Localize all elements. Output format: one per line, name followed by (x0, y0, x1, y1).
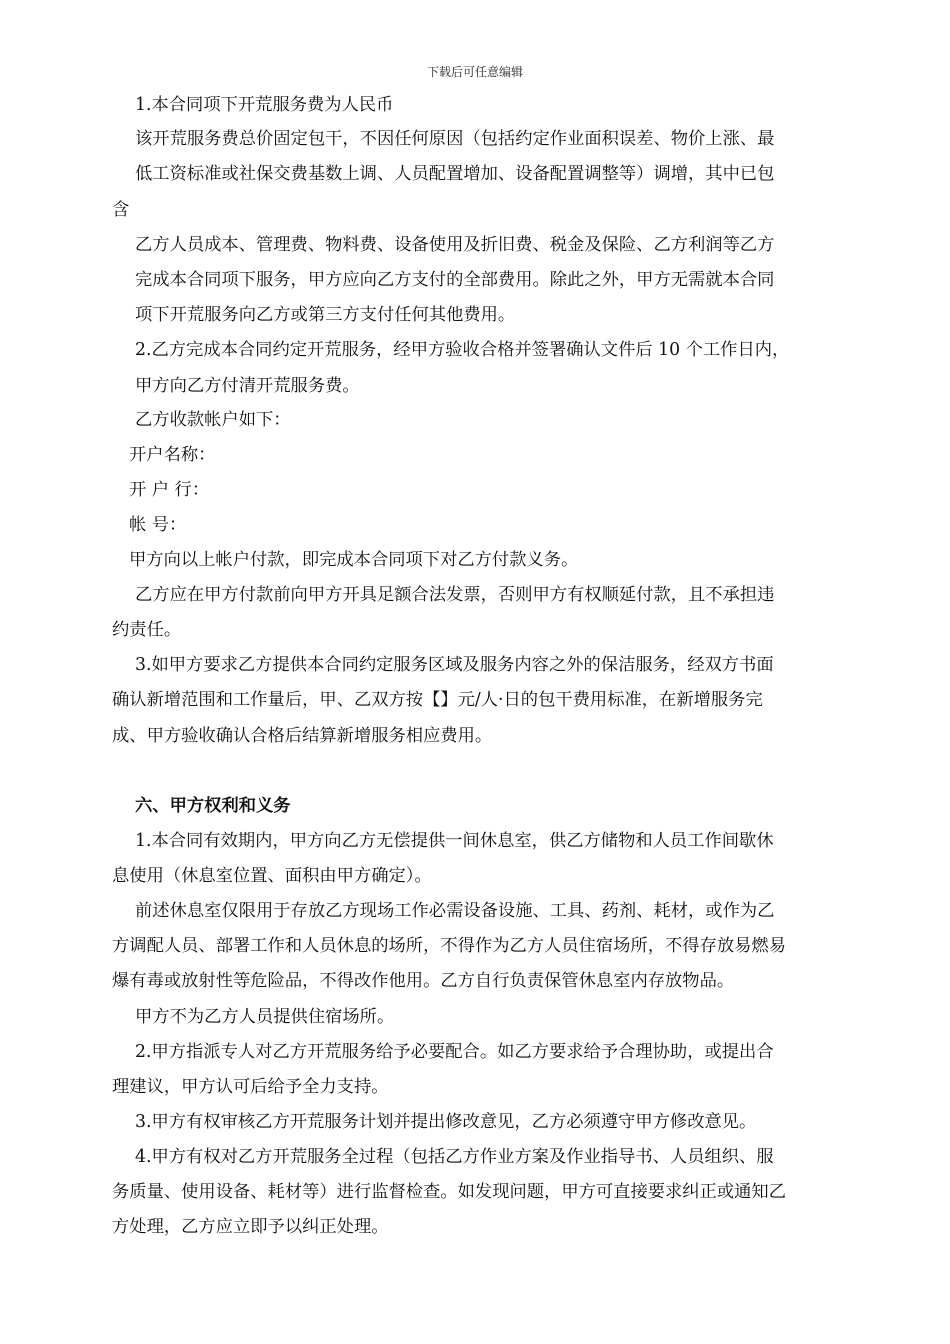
paragraph-line: 甲方向乙方付清开荒服务费。 (135, 376, 360, 396)
paragraph-line: 乙方应在甲方付款前向甲方开具足额合法发票，否则甲方有权顺延付款，且不承担违 (135, 585, 775, 605)
paragraph-line: 成、甲方验收确认合格后结算新增服务相应费用。 (112, 726, 493, 746)
paragraph-line: 2.乙方完成本合同约定开荒服务，经甲方验收合格并签署确认文件后 10 个工作日内， (135, 340, 790, 360)
paragraph-line: 务质量、使用设备、耗材等）进行监督检查。如发现问题，甲方可直接要求纠正或通知乙 (112, 1182, 786, 1202)
paragraph-line: 低工资标准或社保交费基数上调、人员配置增加、设备配置调整等）调增，其中已包 (135, 164, 775, 184)
account-number-label: 帐 号： (129, 515, 187, 535)
paragraph-line: 爆有毒或放射性等危险品，不得改作他用。乙方自行负责保管休息室内存放物品。 (112, 971, 735, 991)
page-header-note: 下载后可任意编辑 (426, 65, 523, 79)
paragraph-line: 乙方人员成本、管理费、物料费、设备使用及折旧费、税金及保险、乙方利润等乙方 (135, 235, 775, 255)
section-heading: 六、甲方权利和义务 (135, 796, 291, 816)
paragraph-line: 项下开荒服务向乙方或第三方支付任何其他费用。 (135, 305, 516, 325)
paragraph-line: 理建议，甲方认可后给予全力支持。 (112, 1077, 389, 1097)
paragraph-line: 前述休息室仅限用于存放乙方现场工作必需设备设施、工具、药剂、耗材，或作为乙 (135, 901, 775, 921)
paragraph-line: 乙方收款帐户如下： (135, 410, 291, 430)
paragraph-line: 确认新增范围和工作量后，甲、乙双方按【】元/人·日的包干费用标准，在新增服务完 (112, 690, 763, 710)
paragraph-line: 方处理，乙方应立即予以纠正处理。 (112, 1217, 389, 1237)
paragraph-line: 1.本合同项下开荒服务费为人民币 (135, 95, 394, 115)
account-bank-label: 开 户 行： (129, 480, 210, 500)
paragraph-line: 甲方向以上帐户付款，即完成本合同项下对乙方付款义务。 (129, 550, 579, 570)
paragraph-line: 该开荒服务费总价固定包干，不因任何原因（包括约定作业面积误差、物价上涨、最 (135, 129, 775, 149)
paragraph-line: 方调配人员、部署工作和人员休息的场所，不得作为乙方人员住宿场所，不得存放易燃易 (112, 936, 786, 956)
paragraph-line: 4.甲方有权对乙方开荒服务全过程（包括乙方作业方案及作业指导书、人员组织、服 (135, 1147, 774, 1167)
paragraph-line: 含 (112, 200, 130, 220)
paragraph-line: 3.如甲方要求乙方提供本合同约定服务区域及服务内容之外的保洁服务，经双方书面 (135, 655, 774, 675)
paragraph-line: 3.甲方有权审核乙方开荒服务计划并提出修改意见，乙方必须遵守甲方修改意见。 (135, 1112, 757, 1132)
paragraph-line: 约责任。 (112, 620, 182, 640)
account-name-label: 开户名称： (129, 445, 216, 465)
paragraph-line: 1.本合同有效期内，甲方向乙方无偿提供一间休息室，供乙方储物和人员工作间歇休 (135, 831, 774, 851)
paragraph-line: 2.甲方指派专人对乙方开荒服务给予必要配合。如乙方要求给予合理协助，或提出合 (135, 1042, 774, 1062)
paragraph-line: 甲方不为乙方人员提供住宿场所。 (135, 1007, 395, 1027)
paragraph-line: 息使用（休息室位置、面积由甲方确定）。 (112, 866, 432, 886)
paragraph-line: 完成本合同项下服务，甲方应向乙方支付的全部费用。除此之外，甲方无需就本合同 (135, 270, 775, 290)
